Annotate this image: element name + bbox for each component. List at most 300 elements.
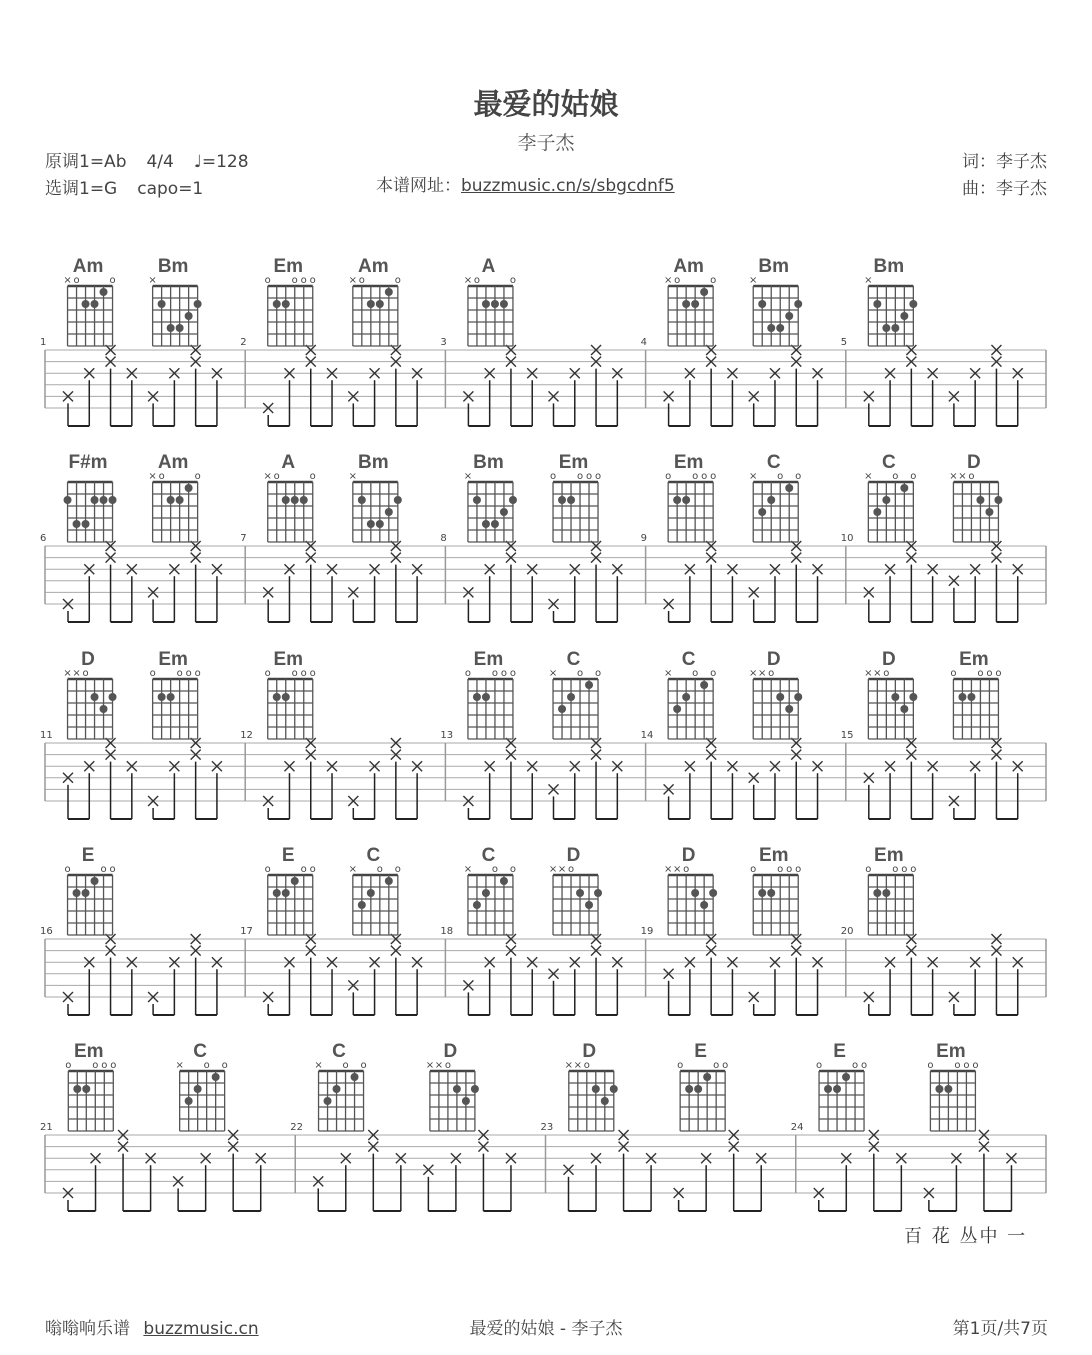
chord-diagram-em bbox=[265, 256, 316, 346]
finger-dot bbox=[471, 1085, 479, 1093]
finger-dot bbox=[776, 693, 784, 701]
string-mute-mark: × bbox=[749, 275, 758, 286]
finger-dot bbox=[282, 496, 290, 504]
string-open-mark: o bbox=[491, 668, 499, 679]
chord-diagram-c bbox=[314, 1041, 366, 1131]
finger-dot bbox=[167, 496, 175, 504]
string-open-mark: o bbox=[110, 1060, 117, 1071]
finger-dot bbox=[900, 484, 908, 492]
finger-dot bbox=[682, 693, 690, 701]
chord-diagram-c bbox=[749, 452, 801, 542]
chord-name: C bbox=[881, 452, 896, 473]
finger-dot bbox=[873, 508, 881, 516]
string-open-mark: o bbox=[815, 1060, 823, 1071]
string-open-mark: o bbox=[500, 668, 508, 679]
finger-dot bbox=[282, 300, 290, 308]
string-mute-mark: × bbox=[434, 1060, 444, 1071]
finger-dot bbox=[82, 1085, 90, 1093]
chord-name: Bm bbox=[873, 256, 905, 277]
original-key: 原调1=Ab bbox=[45, 152, 127, 172]
chord-name: E bbox=[81, 845, 95, 866]
string-mute-mark: × bbox=[663, 275, 673, 286]
string-open-mark: o bbox=[509, 668, 517, 679]
finger-dot bbox=[394, 496, 402, 504]
measure-number: 8 bbox=[440, 533, 447, 544]
finger-dot bbox=[482, 520, 490, 528]
chord-name: Bm bbox=[358, 452, 389, 473]
chord-diagram-a bbox=[264, 452, 316, 542]
finger-dot bbox=[482, 693, 490, 701]
string-open-mark: o bbox=[264, 864, 271, 875]
finger-dot bbox=[882, 496, 890, 504]
finger-dot bbox=[767, 496, 775, 504]
finger-dot bbox=[73, 520, 81, 528]
chord-name: C bbox=[566, 649, 581, 670]
finger-dot bbox=[700, 681, 708, 689]
string-open-mark: o bbox=[968, 471, 975, 482]
finger-dot bbox=[682, 496, 690, 504]
chord-name: C bbox=[681, 649, 696, 670]
finger-dot bbox=[682, 300, 690, 308]
chord-diagram-bm bbox=[349, 452, 402, 542]
finger-dot bbox=[462, 1097, 470, 1105]
string-open-mark: o bbox=[158, 471, 165, 482]
chord-diagram-em bbox=[65, 1041, 116, 1131]
finger-dot bbox=[82, 889, 90, 897]
measure-number: 24 bbox=[790, 1122, 804, 1133]
finger-dot bbox=[176, 496, 184, 504]
finger-dot bbox=[385, 877, 393, 885]
chord-name: Am bbox=[673, 256, 704, 277]
finger-dot bbox=[291, 496, 299, 504]
finger-dot bbox=[91, 693, 99, 701]
string-mute-mark: × bbox=[758, 668, 767, 679]
chord-name: Bm bbox=[758, 256, 790, 277]
string-open-mark: o bbox=[273, 471, 280, 482]
finger-dot bbox=[358, 496, 366, 504]
measure-number: 17 bbox=[240, 926, 253, 937]
chord-diagram-c bbox=[549, 649, 601, 739]
string-open-mark: o bbox=[309, 471, 316, 482]
finger-dot bbox=[909, 300, 917, 308]
finger-dot bbox=[500, 877, 508, 885]
chord-diagram-am bbox=[148, 452, 200, 542]
finger-dot bbox=[767, 889, 775, 897]
string-open-mark: o bbox=[464, 668, 472, 679]
finger-dot bbox=[324, 1097, 332, 1105]
chord-diagram-e bbox=[816, 1041, 867, 1131]
measure-number: 1 bbox=[40, 337, 47, 348]
string-open-mark: o bbox=[963, 1060, 970, 1071]
string-mute-mark: × bbox=[749, 471, 758, 482]
finger-dot bbox=[82, 300, 90, 308]
chord-diagram-am bbox=[664, 256, 716, 346]
string-open-mark: o bbox=[221, 1060, 228, 1071]
chord-diagram-bm bbox=[864, 256, 917, 346]
finger-dot bbox=[785, 705, 793, 713]
finger-dot bbox=[873, 300, 881, 308]
chord-diagram-em bbox=[550, 452, 601, 542]
string-mute-mark: × bbox=[548, 864, 558, 875]
string-open-mark: o bbox=[594, 471, 602, 482]
finger-dot bbox=[282, 693, 290, 701]
measure-number: 16 bbox=[40, 926, 53, 937]
chord-name: D bbox=[81, 649, 95, 670]
measure-number: 23 bbox=[540, 1122, 554, 1133]
finger-dot bbox=[185, 312, 193, 320]
footer-page: 第1页/共7页 bbox=[952, 1319, 1048, 1339]
finger-dot bbox=[691, 300, 699, 308]
string-mute-mark: × bbox=[425, 1060, 435, 1071]
finger-dot bbox=[91, 877, 99, 885]
chord-diagram-em bbox=[465, 649, 516, 739]
chord-name: Em bbox=[273, 649, 304, 670]
string-open-mark: o bbox=[950, 668, 957, 679]
string-open-mark: o bbox=[73, 275, 80, 286]
finger-dot bbox=[794, 693, 802, 701]
finger-dot bbox=[385, 508, 393, 516]
measure-number: 4 bbox=[640, 337, 647, 348]
string-mute-mark: × bbox=[573, 1060, 582, 1071]
string-mute-mark: × bbox=[564, 1060, 573, 1071]
chord-diagram-em bbox=[150, 649, 201, 739]
finger-dot bbox=[558, 705, 566, 713]
measure-number: 15 bbox=[840, 730, 854, 741]
finger-dot bbox=[91, 496, 99, 504]
finger-dot bbox=[985, 508, 993, 516]
finger-dot bbox=[194, 1085, 202, 1093]
string-open-mark: o bbox=[692, 668, 699, 679]
string-mute-mark: × bbox=[63, 668, 72, 679]
string-mute-mark: × bbox=[263, 471, 272, 482]
finger-dot bbox=[473, 496, 481, 504]
chord-diagram-em bbox=[750, 845, 801, 935]
song-title: 最爱的姑娘 bbox=[473, 87, 619, 121]
finger-dot bbox=[967, 693, 975, 701]
chord-diagram-e bbox=[265, 845, 316, 935]
finger-dot bbox=[758, 508, 766, 516]
string-open-mark: o bbox=[860, 1060, 868, 1071]
chord-diagram-em bbox=[665, 452, 716, 542]
chord-name: Em bbox=[273, 256, 304, 277]
finger-dot bbox=[167, 693, 175, 701]
string-mute-mark: × bbox=[148, 471, 157, 482]
chord-name: Em bbox=[758, 845, 789, 866]
string-mute-mark: × bbox=[463, 864, 473, 875]
chord-name: Em bbox=[473, 649, 504, 670]
string-open-mark: o bbox=[722, 1060, 729, 1071]
string-open-mark: o bbox=[901, 864, 908, 875]
chord-name: E bbox=[694, 1041, 707, 1062]
finger-dot bbox=[703, 1073, 711, 1081]
chord-name: D bbox=[582, 1041, 597, 1062]
tab-row bbox=[40, 730, 1046, 819]
string-open-mark: o bbox=[777, 864, 784, 875]
finger-dot bbox=[64, 496, 72, 504]
string-open-mark: o bbox=[444, 1060, 451, 1071]
measure-number: 10 bbox=[840, 533, 854, 544]
chord-name: D bbox=[766, 649, 781, 670]
string-open-mark: o bbox=[203, 1060, 210, 1071]
string-open-mark: o bbox=[927, 1060, 934, 1071]
string-open-mark: o bbox=[977, 668, 984, 679]
string-open-mark: o bbox=[509, 864, 517, 875]
url-link[interactable]: buzzmusic.cn/s/sbgcdnf5 bbox=[461, 176, 675, 196]
measure-number: 2 bbox=[240, 337, 247, 348]
composer: 曲：李子杰 bbox=[962, 179, 1047, 199]
string-open-mark: o bbox=[701, 471, 708, 482]
finger-dot bbox=[300, 496, 308, 504]
string-open-mark: o bbox=[360, 1060, 367, 1071]
finger-dot bbox=[82, 520, 90, 528]
chord-name: Bm bbox=[473, 452, 504, 473]
string-open-mark: o bbox=[910, 471, 917, 482]
finger-dot bbox=[758, 889, 766, 897]
finger-dot bbox=[700, 901, 708, 909]
chord-diagram-am bbox=[63, 256, 115, 346]
string-open-mark: o bbox=[892, 864, 899, 875]
chord-name: Em bbox=[874, 845, 904, 866]
measure-number: 19 bbox=[640, 926, 654, 937]
finger-dot bbox=[601, 1097, 609, 1105]
string-mute-mark: × bbox=[348, 864, 358, 875]
finger-dot bbox=[592, 1085, 600, 1093]
string-mute-mark: × bbox=[348, 471, 358, 482]
string-open-mark: o bbox=[376, 864, 383, 875]
string-open-mark: o bbox=[473, 275, 481, 286]
chord-name: D bbox=[681, 845, 696, 866]
chord-diagram-e bbox=[677, 1041, 728, 1131]
chord-name: E bbox=[281, 845, 295, 866]
string-mute-mark: × bbox=[864, 668, 873, 679]
chord-name: Em bbox=[158, 649, 188, 670]
chord-diagram-c bbox=[175, 1041, 227, 1131]
string-mute-mark: × bbox=[463, 275, 473, 286]
measure-number: 11 bbox=[40, 730, 53, 741]
finger-dot bbox=[376, 300, 384, 308]
finger-dot bbox=[158, 693, 166, 701]
string-open-mark: o bbox=[309, 864, 316, 875]
string-mute-mark: × bbox=[864, 275, 873, 286]
chord-name: E bbox=[833, 1041, 846, 1062]
chord-name: Am bbox=[157, 452, 189, 473]
string-open-mark: o bbox=[291, 275, 298, 286]
finger-dot bbox=[333, 1085, 341, 1093]
chord-diagram-am bbox=[349, 256, 401, 346]
tab-row bbox=[40, 533, 1046, 622]
measure-number: 7 bbox=[240, 533, 247, 544]
finger-dot bbox=[109, 693, 117, 701]
finger-dot bbox=[900, 705, 908, 713]
chord-name: C bbox=[766, 452, 781, 473]
chord-diagram-d bbox=[949, 452, 1002, 542]
string-open-mark: o bbox=[65, 1060, 72, 1071]
string-open-mark: o bbox=[910, 864, 917, 875]
chord-diagram-d bbox=[63, 649, 116, 739]
measure-number: 14 bbox=[640, 730, 654, 741]
chord-name: Em bbox=[673, 452, 704, 473]
string-open-mark: o bbox=[567, 864, 575, 875]
finger-dot bbox=[453, 1085, 461, 1093]
finger-dot bbox=[794, 300, 802, 308]
chord-diagram-c bbox=[664, 649, 716, 739]
string-mute-mark: × bbox=[175, 1060, 184, 1071]
finger-dot bbox=[273, 889, 281, 897]
finger-dot bbox=[935, 1085, 943, 1093]
chord-name: D bbox=[881, 649, 896, 670]
finger-dot bbox=[594, 889, 602, 897]
string-mute-mark: × bbox=[873, 668, 882, 679]
chord-diagram-e bbox=[64, 845, 115, 935]
finger-dot bbox=[691, 889, 699, 897]
string-open-mark: o bbox=[82, 668, 89, 679]
finger-dot bbox=[100, 705, 108, 713]
string-open-mark: o bbox=[713, 1060, 720, 1071]
finger-dot bbox=[282, 889, 290, 897]
string-open-mark: o bbox=[710, 471, 717, 482]
chord-diagram-em bbox=[865, 845, 916, 935]
string-mute-mark: × bbox=[148, 275, 157, 286]
string-open-mark: o bbox=[185, 668, 192, 679]
measure-number: 12 bbox=[240, 730, 253, 741]
string-open-mark: o bbox=[309, 668, 316, 679]
measure-number: 5 bbox=[840, 337, 848, 348]
tab-row bbox=[40, 926, 1046, 1015]
chord-name: Em bbox=[74, 1041, 104, 1062]
string-open-mark: o bbox=[491, 864, 499, 875]
finger-dot bbox=[785, 484, 793, 492]
finger-dot bbox=[73, 889, 81, 897]
lyricist: 词：李子杰 bbox=[962, 152, 1047, 172]
chord-name: F#m bbox=[68, 452, 108, 473]
string-mute-mark: × bbox=[463, 471, 473, 482]
string-open-mark: o bbox=[750, 864, 757, 875]
finger-dot bbox=[700, 288, 708, 296]
finger-dot bbox=[610, 1085, 618, 1093]
finger-dot bbox=[158, 300, 166, 308]
string-open-mark: o bbox=[768, 668, 775, 679]
chord-name: Em bbox=[936, 1041, 966, 1062]
finger-dot bbox=[482, 300, 490, 308]
finger-dot bbox=[785, 312, 793, 320]
string-mute-mark: × bbox=[348, 275, 358, 286]
chord-diagram-bm bbox=[148, 256, 201, 346]
string-mute-mark: × bbox=[958, 471, 967, 482]
footer-center: 最爱的姑娘 - 李子杰 bbox=[469, 1319, 623, 1339]
chord-name: D bbox=[443, 1041, 458, 1062]
string-open-mark: o bbox=[795, 864, 802, 875]
finger-dot bbox=[351, 1073, 359, 1081]
finger-dot bbox=[358, 901, 366, 909]
chord-diagram-d bbox=[749, 649, 802, 739]
chord-diagram-em bbox=[927, 1041, 978, 1131]
string-open-mark: o bbox=[194, 471, 201, 482]
finger-dot bbox=[976, 496, 984, 504]
string-open-mark: o bbox=[692, 471, 699, 482]
capo: capo=1 bbox=[137, 179, 204, 199]
finger-dot bbox=[882, 889, 890, 897]
finger-dot bbox=[376, 520, 384, 528]
finger-dot bbox=[567, 693, 575, 701]
string-mute-mark: × bbox=[749, 668, 758, 679]
finger-dot bbox=[900, 312, 908, 320]
chord-diagram-em bbox=[950, 649, 1001, 739]
chord-diagram-bm bbox=[464, 452, 517, 542]
url-label: 本谱网址： bbox=[376, 176, 461, 196]
string-open-mark: o bbox=[576, 668, 584, 679]
string-open-mark: o bbox=[509, 275, 517, 286]
selected-key: 选调1=G bbox=[45, 179, 118, 199]
finger-dot bbox=[109, 496, 117, 504]
tab-row bbox=[40, 1122, 1046, 1211]
string-open-mark: o bbox=[64, 864, 71, 875]
finger-dot bbox=[873, 889, 881, 897]
string-open-mark: o bbox=[149, 668, 156, 679]
tempo: ♩=128 bbox=[193, 152, 249, 172]
finger-dot bbox=[882, 324, 890, 332]
string-open-mark: o bbox=[394, 864, 401, 875]
finger-dot bbox=[500, 300, 508, 308]
string-open-mark: o bbox=[309, 275, 316, 286]
string-open-mark: o bbox=[986, 668, 993, 679]
chord-name: Bm bbox=[157, 256, 189, 277]
finger-dot bbox=[891, 324, 899, 332]
string-open-mark: o bbox=[972, 1060, 979, 1071]
string-open-mark: o bbox=[194, 668, 201, 679]
string-open-mark: o bbox=[101, 1060, 108, 1071]
time-signature: 4/4 bbox=[146, 152, 174, 172]
finger-dot bbox=[833, 1085, 841, 1093]
finger-dot bbox=[194, 300, 202, 308]
string-open-mark: o bbox=[954, 1060, 961, 1071]
chord-diagram-a bbox=[464, 256, 516, 346]
finger-dot bbox=[491, 520, 499, 528]
string-open-mark: o bbox=[291, 668, 298, 679]
song-artist: 李子杰 bbox=[517, 132, 575, 154]
lyrics-line: 百 花 丛中 一 bbox=[904, 1226, 1028, 1247]
footer-site-url[interactable]: buzzmusic.cn bbox=[143, 1319, 259, 1339]
chord-diagram-c bbox=[464, 845, 516, 935]
finger-dot bbox=[824, 1085, 832, 1093]
string-open-mark: o bbox=[92, 1060, 99, 1071]
finger-dot bbox=[576, 889, 584, 897]
finger-dot bbox=[685, 1085, 693, 1093]
finger-dot bbox=[212, 1073, 220, 1081]
measure-number: 9 bbox=[640, 533, 647, 544]
string-open-mark: o bbox=[786, 864, 793, 875]
string-open-mark: o bbox=[665, 471, 672, 482]
chord-diagram-fsharpm bbox=[64, 452, 117, 542]
finger-dot bbox=[167, 324, 175, 332]
finger-dot bbox=[567, 496, 575, 504]
string-open-mark: o bbox=[264, 668, 271, 679]
finger-dot bbox=[473, 901, 481, 909]
string-open-mark: o bbox=[342, 1060, 349, 1071]
measure-number: 22 bbox=[290, 1122, 303, 1133]
finger-dot bbox=[100, 288, 108, 296]
string-mute-mark: × bbox=[548, 668, 558, 679]
chord-diagram-d bbox=[864, 649, 917, 739]
string-open-mark: o bbox=[300, 275, 307, 286]
string-mute-mark: × bbox=[663, 864, 673, 875]
string-open-mark: o bbox=[683, 864, 690, 875]
finger-dot bbox=[500, 508, 508, 516]
finger-dot bbox=[367, 300, 375, 308]
string-open-mark: o bbox=[865, 864, 872, 875]
measure-number: 21 bbox=[40, 1122, 53, 1133]
string-open-mark: o bbox=[176, 668, 183, 679]
measure-number: 13 bbox=[440, 730, 454, 741]
